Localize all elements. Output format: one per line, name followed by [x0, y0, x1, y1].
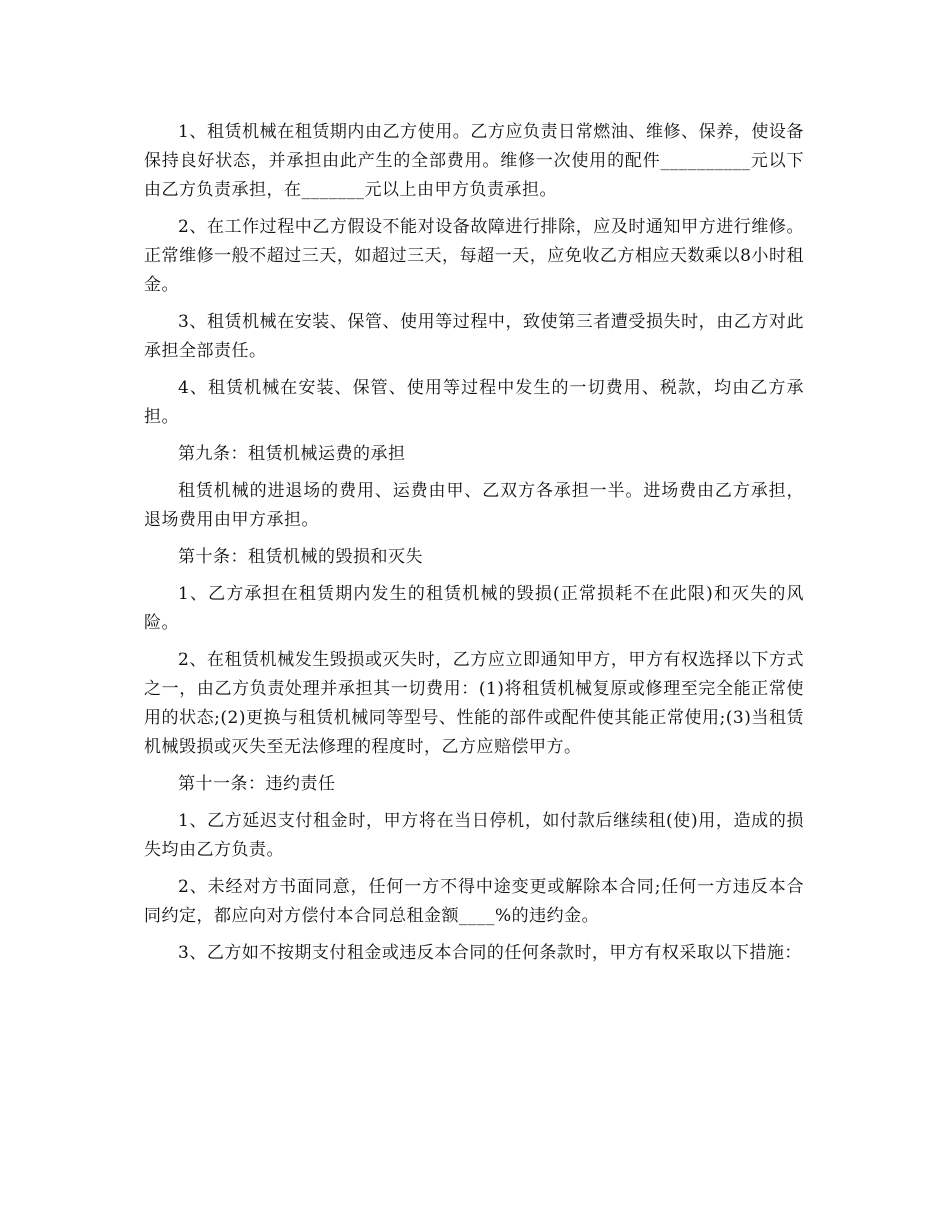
clause-9-heading: 第九条：租赁机械运费的承担	[178, 444, 406, 464]
clause-10-item-2: 2、在租赁机械发生毁损或灭失时，乙方应立即通知甲方，甲方有权选择以下方式之一，由乙方负责处理并承担其一切费用：(1)将租赁机械复原或修理至完全能正常使用的状态;(2)更换与租赁机械同等型号、性能的部件或配件使其能正常使用;(3)当租赁机械毁损或灭失至无法修理的程度时，乙方应赔偿甲方。	[144, 650, 804, 757]
clause-10-item-1: 1、乙方承担在租赁期内发生的租赁机械的毁损(正常损耗不在此限)和灭失的风险。	[144, 584, 804, 633]
clause-9-body: 租赁机械的进退场的费用、运费由甲、乙双方各承担一半。进场费由乙方承担，退场费用由甲方承担。	[144, 481, 804, 530]
clause-8-item-4: 4、租赁机械在安装、保管、使用等过程中发生的一切费用、税款，均由乙方承担。	[144, 378, 804, 427]
clause-10-heading: 第十条：租赁机械的毁损和灭失	[178, 547, 423, 567]
clause-8-item-3: 3、租赁机械在安装、保管、使用等过程中，致使第三者遭受损失时，由乙方对此承担全部责任。	[144, 312, 804, 361]
clause-11-item-3: 3、乙方如不按期支付租金或违反本合同的任何条款时，甲方有权采取以下措施：	[178, 943, 802, 963]
clause-8-item-1: 1、租赁机械在租赁期内由乙方使用。乙方应负责日常燃油、维修、保养，使设备保持良好状态，并承担由此产生的全部费用。维修一次使用的配件__________元以下由乙方负责承担，在_______元以上由甲方负责承担。	[144, 122, 804, 200]
clause-11-item-2: 2、未经对方书面同意，任何一方不得中途变更或解除本合同;任何一方违反本合同约定，都应向对方偿付本合同总租金额____%的违约金。	[144, 877, 804, 926]
clause-11-heading: 第十一条：违约责任	[178, 774, 336, 794]
clause-8-item-2: 2、在工作过程中乙方假设不能对设备故障进行排除，应及时通知甲方进行维修。正常维修一般不超过三天，如超过三天，每超一天，应免收乙方相应天数乘以8小时租金。	[144, 217, 804, 295]
clause-11-item-1: 1、乙方延迟支付租金时，甲方将在当日停机，如付款后继续租(使)用，造成的损失均由乙方负责。	[144, 811, 804, 860]
